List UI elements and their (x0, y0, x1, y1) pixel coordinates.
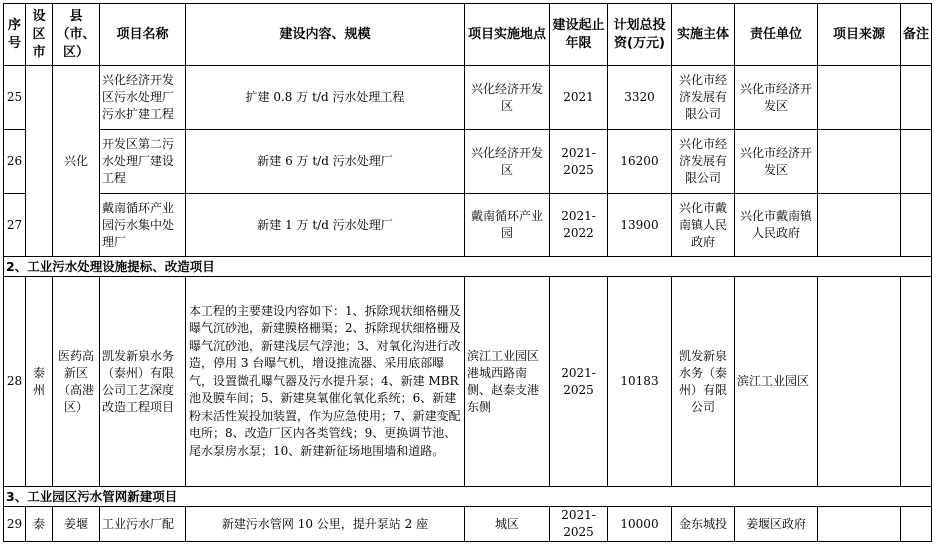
cell-investment: 3320 (608, 66, 672, 130)
table-row (4, 507, 932, 542)
header-location: 项目实施地点 (465, 4, 550, 66)
cell-period: 2021 (550, 66, 608, 130)
cell-source (818, 130, 901, 194)
header-responsible: 责任单位 (735, 4, 818, 66)
cell-name: 兴化经济开发区污水处理厂污水扩建工程 (100, 66, 186, 130)
cell-source (818, 194, 901, 257)
cell-responsible: 兴化市戴南镇人民政府 (735, 194, 818, 257)
header-row (4, 4, 932, 66)
cell-entity: 凯发新泉水务（泰州）有限公司 (672, 277, 735, 487)
header-county: 县（市、区） (53, 4, 100, 66)
table-row (4, 277, 932, 487)
cell-period: 2021-2025 (550, 507, 608, 542)
section-row (4, 487, 932, 507)
cell-period: 2021-2025 (550, 277, 608, 487)
cell-source (818, 66, 901, 130)
cell-district: 泰 (26, 507, 53, 542)
cell-source (818, 507, 901, 542)
table-row (4, 194, 932, 257)
cell-name: 凯发新泉水务（泰州）有限公司工艺深度改造工程项目 (100, 277, 186, 487)
cell-seq: 29 (4, 507, 26, 542)
cell-seq: 28 (4, 277, 26, 487)
header-period: 建设起止年限 (550, 4, 608, 66)
header-content: 建设内容、规模 (186, 4, 465, 66)
cell-county: 姜堰 (53, 507, 100, 542)
cell-content: 新建 1 万 t/d 污水处理厂 (186, 194, 465, 257)
cell-seq: 26 (4, 130, 26, 194)
cell-location: 兴化经济开发区 (465, 130, 550, 194)
cell-investment: 13900 (608, 194, 672, 257)
project-table (3, 3, 932, 542)
cell-location: 滨江工业园区港城西路南侧、赵泰支港东侧 (465, 277, 550, 487)
cell-county: 医药高新区（高港区） (53, 277, 100, 487)
cell-seq: 25 (4, 66, 26, 130)
header-name: 项目名称 (100, 4, 186, 66)
cell-note (901, 507, 932, 542)
header-note: 备注 (901, 4, 932, 66)
table-row (4, 66, 932, 130)
cell-location: 城区 (465, 507, 550, 542)
cell-district: 泰州 (26, 277, 53, 487)
cell-responsible: 姜堰区政府 (735, 507, 818, 542)
cell-period: 2021-2022 (550, 194, 608, 257)
cell-content: 本工程的主要建设内容如下：1、拆除现状细格栅及曝气沉砂池，新建膜格栅渠；2、拆除现状细格栅及曝气沉砂池，新建浅层气浮池；3、对氧化沟进行改造，停用 3 台曝气机，增设推流器、采用底部曝气，设置微孔曝气器及污水提升泵；4、新建 MBR 池及膜车间；5、新建臭氧催化氧化系统；6、新建粉末活性炭投加装置，作为应急使用；7、新建变配电所；8、改造厂区内各类管线；9、更换调节池、尾水泵房水泵；10、新建新征场地围墙和道路。 (186, 277, 465, 487)
cell-responsible: 兴化市经济开发区 (735, 66, 818, 130)
header-source: 项目来源 (818, 4, 901, 66)
header-investment: 计划总投资(万元) (608, 4, 672, 66)
cell-entity: 兴化市戴南镇人民政府 (672, 194, 735, 257)
section-row (4, 257, 932, 277)
cell-note (901, 277, 932, 487)
cell-responsible: 滨江工业园区 (735, 277, 818, 487)
cell-period: 2021-2025 (550, 130, 608, 194)
header-seq: 序号 (4, 4, 26, 66)
header-entity: 实施主体 (672, 4, 735, 66)
cell-content: 扩建 0.8 万 t/d 污水处理工程 (186, 66, 465, 130)
cell-note (901, 130, 932, 194)
cell-note (901, 66, 932, 130)
header-district: 设区市 (26, 4, 53, 66)
cell-location: 兴化经济开发区 (465, 66, 550, 130)
cell-entity: 金东城投 (672, 507, 735, 542)
cell-content: 新建污水管网 10 公里，提升泵站 2 座 (186, 507, 465, 542)
cell-entity: 兴化市经济发展有限公司 (672, 66, 735, 130)
cell-seq: 27 (4, 194, 26, 257)
cell-investment: 10000 (608, 507, 672, 542)
cell-source (818, 277, 901, 487)
cell-name: 工业污水厂配 (100, 507, 186, 542)
cell-name: 戴南循环产业园污水集中处理厂 (100, 194, 186, 257)
section-heading: 3、工业园区污水管网新建项目 (4, 487, 932, 507)
cell-note (901, 194, 932, 257)
cell-entity: 兴化市经济发展有限公司 (672, 130, 735, 194)
cell-responsible: 兴化市经济开发区 (735, 130, 818, 194)
table-row (4, 130, 932, 194)
cell-investment: 16200 (608, 130, 672, 194)
cell-content: 新建 6 万 t/d 污水处理厂 (186, 130, 465, 194)
cell-location: 戴南循环产业园 (465, 194, 550, 257)
section-heading: 2、工业污水处理设施提标、改造项目 (4, 257, 932, 277)
cell-name: 开发区第二污水处理厂建设工程 (100, 130, 186, 194)
cell-investment: 10183 (608, 277, 672, 487)
cell-district (26, 66, 53, 257)
cell-county: 兴化 (53, 66, 100, 257)
